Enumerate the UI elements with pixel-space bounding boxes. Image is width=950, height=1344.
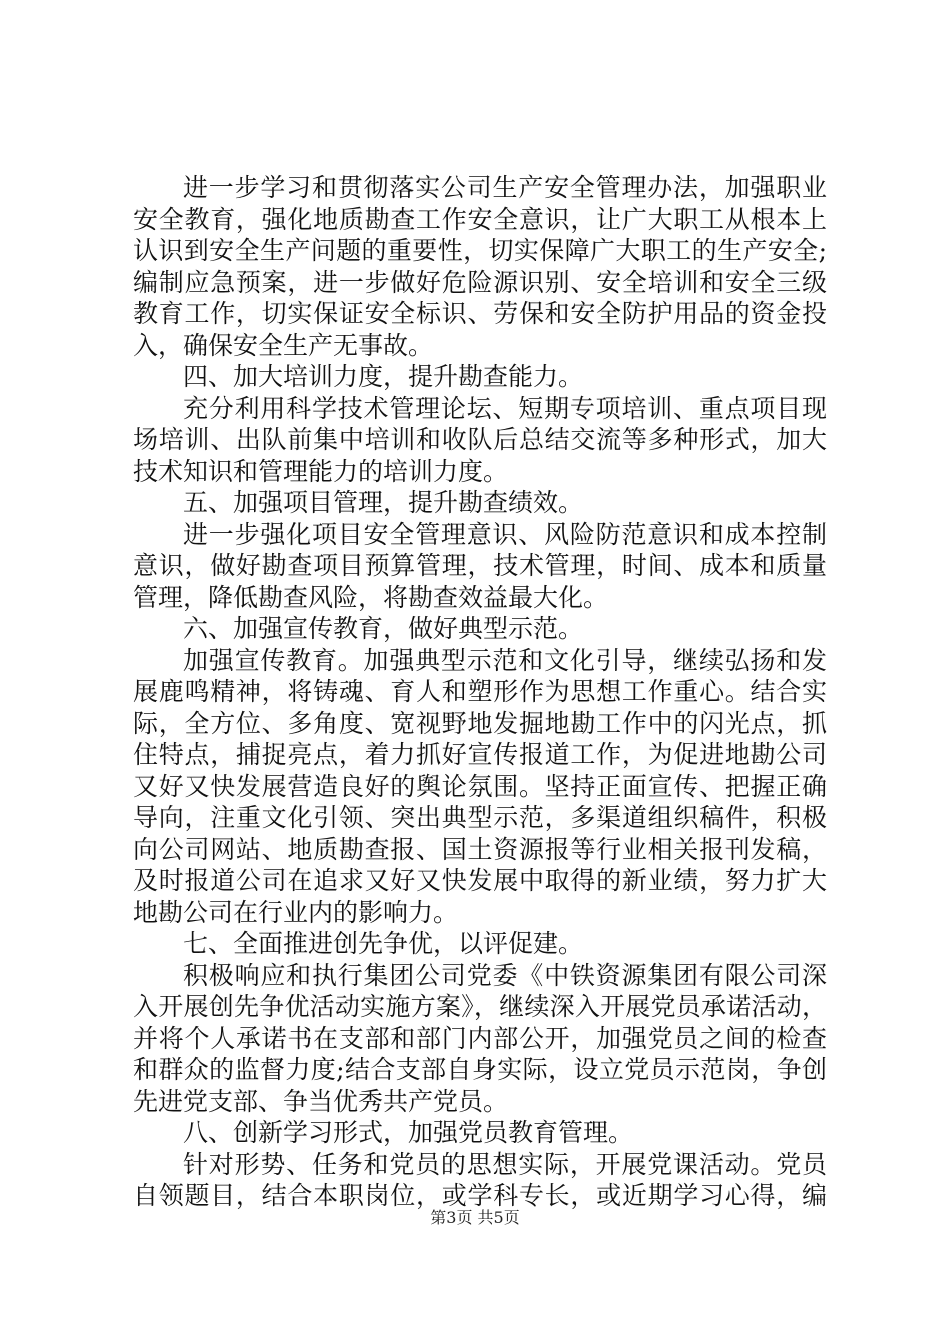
- text-line: 进一步强化项目安全管理意识、风险防范意识和成本控制: [183, 519, 827, 549]
- text-line: 意识，做好勘查项目预算管理，技术管理，时间、成本和质量: [133, 551, 827, 580]
- text-line: 教育工作，切实保证安全标识、劳保和安全防护用品的资金投: [133, 299, 827, 328]
- text-line: 又好又快发展营造良好的舆论氛围。坚持正面宣传、把握正确: [133, 771, 827, 801]
- text-line: 入开展创先争优活动实施方案》，继续深入开展党员承诺活动，: [133, 992, 827, 1021]
- section-heading: 五、加强项目管理，提升勘查绩效。: [183, 488, 584, 517]
- text-line: 展鹿鸣精神，将铸魂、育人和塑形作为思想工作重心。结合实: [133, 677, 827, 706]
- text-line: 针对形势、任务和党员的思想实际，开展党课活动。党员: [183, 1149, 827, 1179]
- section-heading: 八、创新学习形式，加强党员教育管理。: [183, 1118, 634, 1147]
- text-line: 认识到安全生产问题的重要性，切实保障广大职工的生产安全;: [133, 236, 827, 265]
- section-heading: 四、加大培训力度，提升勘查能力。: [183, 362, 584, 391]
- text-line: 加强宣传教育。加强典型示范和文化引导，继续弘扬和发: [183, 645, 827, 675]
- text-line: 积极响应和执行集团公司党委《中铁资源集团有限公司深: [183, 960, 827, 990]
- text-line: 际，全方位、多角度、宽视野地发掘地勘工作中的闪光点，抓: [133, 708, 827, 738]
- text-line: 充分利用科学技术管理论坛、短期专项培训、重点项目现: [183, 393, 827, 423]
- text-line: 和群众的监督力度;结合支部自身实际，设立党员示范岗，争创: [133, 1055, 827, 1084]
- text-line: 及时报道公司在追求又好又快发展中取得的新业绩，努力扩大: [133, 866, 827, 895]
- text-line: 住特点，捕捉亮点，着力抓好宣传报道工作，为促进地勘公司: [133, 740, 827, 769]
- text-line: 管理，降低勘查风险，将勘查效益最大化。: [133, 582, 609, 612]
- text-line: 技术知识和管理能力的培训力度。: [133, 456, 509, 486]
- text-line: 先进党支部、争当优秀共产党员。: [133, 1086, 509, 1116]
- text-line: 自领题目，结合本职岗位，或学科专长，或近期学习心得，编: [133, 1181, 827, 1210]
- text-line: 向公司网站、地质勘查报、国土资源报等行业相关报刊发稿，: [133, 834, 827, 864]
- text-line: 入，确保安全生产无事故。: [133, 330, 434, 360]
- text-line: 编制应急预案，进一步做好危险源识别、安全培训和安全三级: [133, 267, 827, 297]
- section-heading: 六、加强宣传教育，做好典型示范。: [183, 614, 584, 643]
- text-line: 安全教育，强化地质勘查工作安全意识，让广大职工从根本上: [133, 204, 827, 234]
- text-line: 地勘公司在行业内的影响力。: [133, 897, 459, 927]
- text-line: 场培训、出队前集中培训和收队后总结交流等多种形式，加大: [133, 425, 827, 454]
- page-number: 第3页 共5页: [430, 1208, 520, 1227]
- text-line: 进一步学习和贯彻落实公司生产安全管理办法，加强职业: [183, 173, 827, 202]
- text-line: 并将个人承诺书在支部和部门内部公开，加强党员之间的检查: [133, 1023, 827, 1053]
- document-body: [133, 172, 827, 1212]
- text-line: 导向，注重文化引领、突出典型示范，多渠道组织稿件，积极: [133, 803, 827, 832]
- section-heading: 七、全面推进创先争优，以评促建。: [183, 929, 584, 958]
